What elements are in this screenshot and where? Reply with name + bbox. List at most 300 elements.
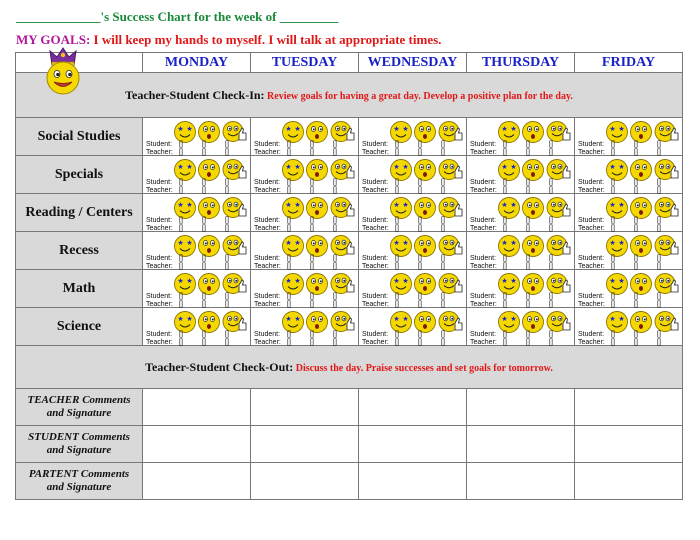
student-box[interactable]: []: [418, 179, 422, 186]
comment-entry-cell[interactable]: [575, 426, 683, 463]
teacher-box[interactable]: []: [526, 263, 530, 270]
student-box[interactable]: []: [441, 179, 445, 186]
student-box[interactable]: []: [634, 331, 638, 338]
teacher-box[interactable]: []: [418, 225, 422, 232]
teacher-box[interactable]: []: [202, 301, 206, 308]
teacher-box[interactable]: []: [611, 263, 615, 270]
rating-cell[interactable]: [143, 308, 251, 346]
teacher-label: Teacher:: [578, 225, 605, 232]
student-box[interactable]: []: [287, 217, 291, 224]
student-box[interactable]: []: [503, 141, 507, 148]
teacher-box[interactable]: []: [549, 149, 553, 156]
student-box[interactable]: []: [333, 255, 337, 262]
teacher-label: Teacher:: [578, 263, 605, 270]
student-box[interactable]: []: [202, 255, 206, 262]
teacher-box[interactable]: []: [418, 149, 422, 156]
teacher-box[interactable]: []: [225, 301, 229, 308]
thumbs-up-face-icon: [655, 312, 678, 332]
teacher-box[interactable]: []: [503, 263, 507, 270]
comment-entry-cell[interactable]: [467, 463, 575, 500]
teacher-box[interactable]: []: [549, 301, 553, 308]
comment-label: [16, 389, 143, 426]
teacher-box[interactable]: []: [611, 187, 615, 194]
teacher-box[interactable]: []: [179, 263, 183, 270]
svg-text:★: ★: [510, 163, 517, 171]
student-box[interactable]: []: [310, 179, 314, 186]
surprised-face-icon: [415, 312, 436, 333]
student-box[interactable]: []: [179, 141, 183, 148]
student-label: Student:: [362, 217, 389, 224]
student-box[interactable]: []: [526, 331, 530, 338]
teacher-box[interactable]: []: [179, 149, 183, 156]
teacher-box[interactable]: []: [179, 301, 183, 308]
subject-name: Recess: [16, 232, 143, 270]
student-box[interactable]: []: [287, 179, 291, 186]
rating-cell[interactable]: [359, 232, 467, 270]
student-box[interactable]: []: [225, 217, 229, 224]
student-box[interactable]: []: [179, 179, 183, 186]
student-box[interactable]: []: [179, 255, 183, 262]
teacher-box[interactable]: []: [441, 301, 445, 308]
student-box[interactable]: []: [657, 255, 661, 262]
rating-cell[interactable]: [575, 270, 683, 308]
teacher-box[interactable]: []: [526, 149, 530, 156]
svg-text:★: ★: [402, 201, 409, 209]
teacher-box[interactable]: []: [287, 225, 291, 232]
svg-text:★: ★: [402, 277, 409, 285]
teacher-box[interactable]: []: [395, 301, 399, 308]
svg-text:★: ★: [393, 201, 400, 209]
teacher-box[interactable]: []: [202, 339, 206, 346]
teacher-box[interactable]: []: [287, 301, 291, 308]
teacher-box[interactable]: []: [611, 225, 615, 232]
teacher-box[interactable]: []: [310, 187, 314, 194]
svg-text:★: ★: [177, 201, 184, 209]
teacher-box[interactable]: []: [310, 301, 314, 308]
teacher-box[interactable]: []: [634, 339, 638, 346]
student-box[interactable]: []: [526, 179, 530, 186]
teacher-box[interactable]: []: [526, 225, 530, 232]
subject-name: Specials: [16, 156, 143, 194]
teacher-box[interactable]: []: [441, 187, 445, 194]
student-box[interactable]: []: [310, 141, 314, 148]
student-box[interactable]: []: [225, 141, 229, 148]
surprised-face-icon: [307, 160, 328, 181]
teacher-box[interactable]: []: [225, 149, 229, 156]
student-box[interactable]: []: [395, 141, 399, 148]
teacher-box[interactable]: []: [310, 339, 314, 346]
teacher-box[interactable]: []: [333, 339, 337, 346]
rating-cell[interactable]: [359, 270, 467, 308]
teacher-box[interactable]: []: [202, 187, 206, 194]
teacher-box[interactable]: []: [225, 339, 229, 346]
day-header-row: [16, 53, 683, 73]
student-box[interactable]: []: [657, 331, 661, 338]
student-box[interactable]: []: [333, 331, 337, 338]
student-box[interactable]: []: [225, 331, 229, 338]
comment-entry-cell[interactable]: [575, 389, 683, 426]
teacher-box[interactable]: []: [333, 149, 337, 156]
subject-name: Social Studies: [16, 118, 143, 156]
student-box[interactable]: []: [418, 293, 422, 300]
student-box[interactable]: []: [310, 255, 314, 262]
student-box[interactable]: []: [287, 293, 291, 300]
teacher-box[interactable]: []: [418, 339, 422, 346]
student-box[interactable]: []: [526, 255, 530, 262]
teacher-box[interactable]: []: [395, 149, 399, 156]
star-eyes-face-icon: [283, 122, 304, 143]
svg-text:★: ★: [618, 201, 625, 209]
student-box[interactable]: []: [611, 179, 615, 186]
surprised-face-icon: [415, 274, 436, 295]
student-box[interactable]: []: [441, 141, 445, 148]
rating-cell[interactable]: [251, 156, 359, 194]
svg-text:★: ★: [501, 125, 508, 133]
rating-cell[interactable]: [251, 308, 359, 346]
day-tuesday: TUESDAY: [251, 53, 359, 73]
rating-cell[interactable]: [575, 308, 683, 346]
student-box[interactable]: []: [634, 293, 638, 300]
teacher-label: Teacher:: [254, 149, 281, 156]
student-box[interactable]: []: [418, 331, 422, 338]
comment-label-line2: and Signature: [46, 444, 112, 456]
student-box[interactable]: []: [526, 293, 530, 300]
thumbs-up-face-icon: [331, 198, 354, 218]
rating-cell[interactable]: [467, 270, 575, 308]
student-box[interactable]: []: [287, 141, 291, 148]
teacher-box[interactable]: []: [441, 149, 445, 156]
rating-cell[interactable]: [143, 194, 251, 232]
student-label: Student:: [146, 293, 173, 300]
teacher-box[interactable]: []: [225, 225, 229, 232]
teacher-box[interactable]: []: [611, 301, 615, 308]
svg-text:★: ★: [294, 277, 301, 285]
face-rating-icons: [281, 120, 355, 144]
teacher-box[interactable]: []: [549, 263, 553, 270]
student-box[interactable]: []: [634, 217, 638, 224]
teacher-box[interactable]: []: [657, 263, 661, 270]
rating-cell[interactable]: [251, 194, 359, 232]
comment-entry-cell[interactable]: [251, 389, 359, 426]
student-box[interactable]: []: [418, 255, 422, 262]
teacher-box[interactable]: []: [549, 225, 553, 232]
teacher-box[interactable]: []: [657, 149, 661, 156]
rating-cell[interactable]: [359, 156, 467, 194]
star-eyes-face-icon: [499, 312, 520, 333]
student-box[interactable]: []: [395, 255, 399, 262]
student-box[interactable]: []: [503, 293, 507, 300]
comment-entry-cell[interactable]: [143, 463, 251, 500]
student-box[interactable]: []: [202, 141, 206, 148]
student-box[interactable]: []: [179, 331, 183, 338]
student-box[interactable]: []: [287, 255, 291, 262]
student-box[interactable]: []: [549, 331, 553, 338]
rating-cell[interactable]: [143, 156, 251, 194]
checkin-text: Review goals for having a great day. Develop a positive plan for the day.: [264, 90, 573, 102]
teacher-box[interactable]: []: [503, 149, 507, 156]
comment-entry-cell[interactable]: [143, 426, 251, 463]
teacher-box[interactable]: []: [333, 263, 337, 270]
rating-cell[interactable]: [575, 118, 683, 156]
student-box[interactable]: []: [549, 293, 553, 300]
teacher-box[interactable]: []: [179, 225, 183, 232]
star-eyes-face-icon: [175, 274, 196, 295]
student-box[interactable]: []: [310, 331, 314, 338]
teacher-box[interactable]: []: [310, 263, 314, 270]
teacher-box[interactable]: []: [441, 339, 445, 346]
teacher-box[interactable]: []: [503, 187, 507, 194]
rating-cell[interactable]: [467, 194, 575, 232]
student-box[interactable]: []: [611, 331, 615, 338]
teacher-box[interactable]: []: [549, 187, 553, 194]
teacher-box[interactable]: []: [657, 339, 661, 346]
student-box[interactable]: []: [634, 141, 638, 148]
teacher-box[interactable]: []: [526, 339, 530, 346]
svg-text:★: ★: [618, 315, 625, 323]
thumbs-up-face-icon: [331, 274, 354, 294]
student-box[interactable]: []: [395, 331, 399, 338]
teacher-box[interactable]: []: [441, 263, 445, 270]
student-label: Student:: [578, 293, 605, 300]
comment-entry-cell[interactable]: [143, 389, 251, 426]
student-box[interactable]: []: [634, 255, 638, 262]
checkin-row: [16, 73, 683, 118]
star-eyes-face-icon: [391, 198, 412, 219]
face-rating-icons: [497, 196, 571, 220]
student-box[interactable]: []: [310, 293, 314, 300]
rating-cell[interactable]: [575, 194, 683, 232]
face-rating-icons: [497, 158, 571, 182]
surprised-face-icon: [631, 274, 652, 295]
student-box[interactable]: []: [333, 141, 337, 148]
rating-cell[interactable]: [251, 270, 359, 308]
teacher-box[interactable]: []: [503, 225, 507, 232]
student-box[interactable]: []: [202, 331, 206, 338]
teacher-box[interactable]: []: [611, 149, 615, 156]
teacher-box[interactable]: []: [395, 263, 399, 270]
student-label: Student:: [146, 255, 173, 262]
comment-entry-cell[interactable]: [359, 389, 467, 426]
student-box[interactable]: []: [611, 141, 615, 148]
thumbs-up-face-icon: [547, 198, 570, 218]
student-box[interactable]: []: [549, 255, 553, 262]
student-box[interactable]: []: [441, 293, 445, 300]
surprised-face-icon: [523, 274, 544, 295]
teacher-box[interactable]: []: [225, 187, 229, 194]
student-box[interactable]: []: [333, 217, 337, 224]
svg-text:★: ★: [285, 239, 292, 247]
teacher-box[interactable]: []: [310, 149, 314, 156]
student-box[interactable]: []: [202, 217, 206, 224]
svg-text:★: ★: [186, 239, 193, 247]
student-label: Student:: [470, 217, 497, 224]
teacher-box[interactable]: []: [202, 263, 206, 270]
comment-entry-cell[interactable]: [251, 426, 359, 463]
rating-cell[interactable]: [467, 156, 575, 194]
teacher-box[interactable]: []: [287, 263, 291, 270]
svg-text:★: ★: [510, 239, 517, 247]
teacher-box[interactable]: []: [549, 339, 553, 346]
student-box[interactable]: []: [441, 217, 445, 224]
comment-entry-cell[interactable]: [467, 426, 575, 463]
student-box[interactable]: []: [611, 293, 615, 300]
teacher-box[interactable]: []: [418, 187, 422, 194]
star-eyes-face-icon: [607, 160, 628, 181]
student-box[interactable]: []: [526, 217, 530, 224]
student-label: Student:: [578, 217, 605, 224]
student-box[interactable]: []: [503, 179, 507, 186]
rating-cell[interactable]: [251, 118, 359, 156]
teacher-box[interactable]: []: [333, 301, 337, 308]
student-box[interactable]: []: [441, 331, 445, 338]
student-box[interactable]: []: [179, 217, 183, 224]
student-box[interactable]: []: [418, 141, 422, 148]
svg-text:★: ★: [186, 163, 193, 171]
subject-row: [16, 308, 683, 346]
rating-cell[interactable]: [251, 232, 359, 270]
subject-row: [16, 232, 683, 270]
teacher-box[interactable]: []: [634, 149, 638, 156]
student-box[interactable]: []: [225, 293, 229, 300]
teacher-box[interactable]: []: [657, 187, 661, 194]
student-label: Student:: [146, 331, 173, 338]
student-box[interactable]: []: [225, 179, 229, 186]
teacher-box[interactable]: []: [503, 301, 507, 308]
svg-text:★: ★: [609, 125, 616, 133]
teacher-box[interactable]: []: [333, 187, 337, 194]
student-box[interactable]: []: [287, 331, 291, 338]
teacher-box[interactable]: []: [310, 225, 314, 232]
comment-entry-cell[interactable]: [575, 463, 683, 500]
thumbs-up-face-icon: [331, 160, 354, 180]
teacher-label: Teacher:: [470, 149, 497, 156]
comment-entry-cell[interactable]: [359, 426, 467, 463]
student-box[interactable]: []: [549, 141, 553, 148]
teacher-box[interactable]: []: [395, 225, 399, 232]
teacher-box[interactable]: []: [634, 263, 638, 270]
teacher-label: Teacher:: [470, 187, 497, 194]
student-box[interactable]: []: [549, 179, 553, 186]
svg-text:★: ★: [510, 201, 517, 209]
student-box[interactable]: []: [202, 179, 206, 186]
student-box[interactable]: []: [333, 293, 337, 300]
teacher-box[interactable]: []: [395, 339, 399, 346]
thumbs-up-face-icon: [547, 312, 570, 332]
svg-text:★: ★: [501, 201, 508, 209]
teacher-box[interactable]: []: [202, 225, 206, 232]
comment-row: [16, 463, 683, 500]
thumbs-up-face-icon: [547, 160, 570, 180]
rating-cell[interactable]: [359, 194, 467, 232]
rating-cell[interactable]: [575, 156, 683, 194]
student-box[interactable]: []: [225, 255, 229, 262]
teacher-label: Teacher:: [146, 187, 173, 194]
rating-cell[interactable]: [467, 232, 575, 270]
subject-name: Science: [16, 308, 143, 346]
rating-cell[interactable]: [575, 232, 683, 270]
student-box[interactable]: []: [395, 293, 399, 300]
student-box[interactable]: []: [503, 255, 507, 262]
teacher-box[interactable]: []: [287, 187, 291, 194]
student-box[interactable]: []: [202, 293, 206, 300]
student-box[interactable]: []: [441, 255, 445, 262]
star-eyes-face-icon: [391, 312, 412, 333]
comment-label-line2: and Signature: [46, 481, 112, 493]
student-label: Student:: [578, 141, 605, 148]
teacher-box[interactable]: []: [634, 225, 638, 232]
thumbs-up-face-icon: [547, 236, 570, 256]
teacher-box[interactable]: []: [634, 301, 638, 308]
student-box[interactable]: []: [657, 217, 661, 224]
teacher-box[interactable]: []: [418, 263, 422, 270]
rating-cell[interactable]: [143, 118, 251, 156]
teacher-box[interactable]: []: [202, 149, 206, 156]
rating-cell[interactable]: [467, 118, 575, 156]
student-label: Student:: [254, 293, 281, 300]
teacher-box[interactable]: []: [395, 187, 399, 194]
student-box[interactable]: []: [395, 179, 399, 186]
teacher-box[interactable]: []: [657, 301, 661, 308]
teacher-box[interactable]: []: [179, 339, 183, 346]
student-box[interactable]: []: [611, 255, 615, 262]
teacher-label: Teacher:: [146, 225, 173, 232]
student-box[interactable]: []: [179, 293, 183, 300]
star-eyes-face-icon: [175, 236, 196, 257]
teacher-box[interactable]: []: [441, 225, 445, 232]
student-box[interactable]: []: [310, 217, 314, 224]
teacher-box[interactable]: []: [611, 339, 615, 346]
student-box[interactable]: []: [634, 179, 638, 186]
rating-cell[interactable]: [143, 270, 251, 308]
comment-label: [16, 463, 143, 500]
teacher-box[interactable]: []: [526, 301, 530, 308]
thumbs-up-face-icon: [439, 312, 462, 332]
student-box[interactable]: []: [549, 217, 553, 224]
teacher-box[interactable]: []: [657, 225, 661, 232]
teacher-box[interactable]: []: [225, 263, 229, 270]
teacher-box[interactable]: []: [418, 301, 422, 308]
teacher-box[interactable]: []: [333, 225, 337, 232]
student-box[interactable]: []: [657, 179, 661, 186]
thumbs-up-face-icon: [223, 274, 246, 294]
student-box[interactable]: []: [503, 331, 507, 338]
teacher-box[interactable]: []: [634, 187, 638, 194]
teacher-box[interactable]: []: [503, 339, 507, 346]
surprised-face-icon: [415, 236, 436, 257]
rating-cell[interactable]: [359, 118, 467, 156]
student-box[interactable]: []: [526, 141, 530, 148]
student-box[interactable]: []: [418, 217, 422, 224]
comment-entry-cell[interactable]: [251, 463, 359, 500]
student-box[interactable]: []: [611, 217, 615, 224]
student-box[interactable]: []: [503, 217, 507, 224]
student-box[interactable]: []: [657, 141, 661, 148]
student-label: Student:: [578, 179, 605, 186]
student-box[interactable]: []: [333, 179, 337, 186]
rating-cell[interactable]: [467, 308, 575, 346]
comment-entry-cell[interactable]: [359, 463, 467, 500]
teacher-box[interactable]: []: [526, 187, 530, 194]
rating-cell[interactable]: [359, 308, 467, 346]
teacher-box[interactable]: []: [287, 339, 291, 346]
comment-entry-cell[interactable]: [467, 389, 575, 426]
student-box[interactable]: []: [395, 217, 399, 224]
teacher-box[interactable]: []: [287, 149, 291, 156]
rating-cell[interactable]: [143, 232, 251, 270]
teacher-box[interactable]: []: [179, 187, 183, 194]
face-rating-icons: [389, 196, 463, 220]
student-box[interactable]: []: [657, 293, 661, 300]
